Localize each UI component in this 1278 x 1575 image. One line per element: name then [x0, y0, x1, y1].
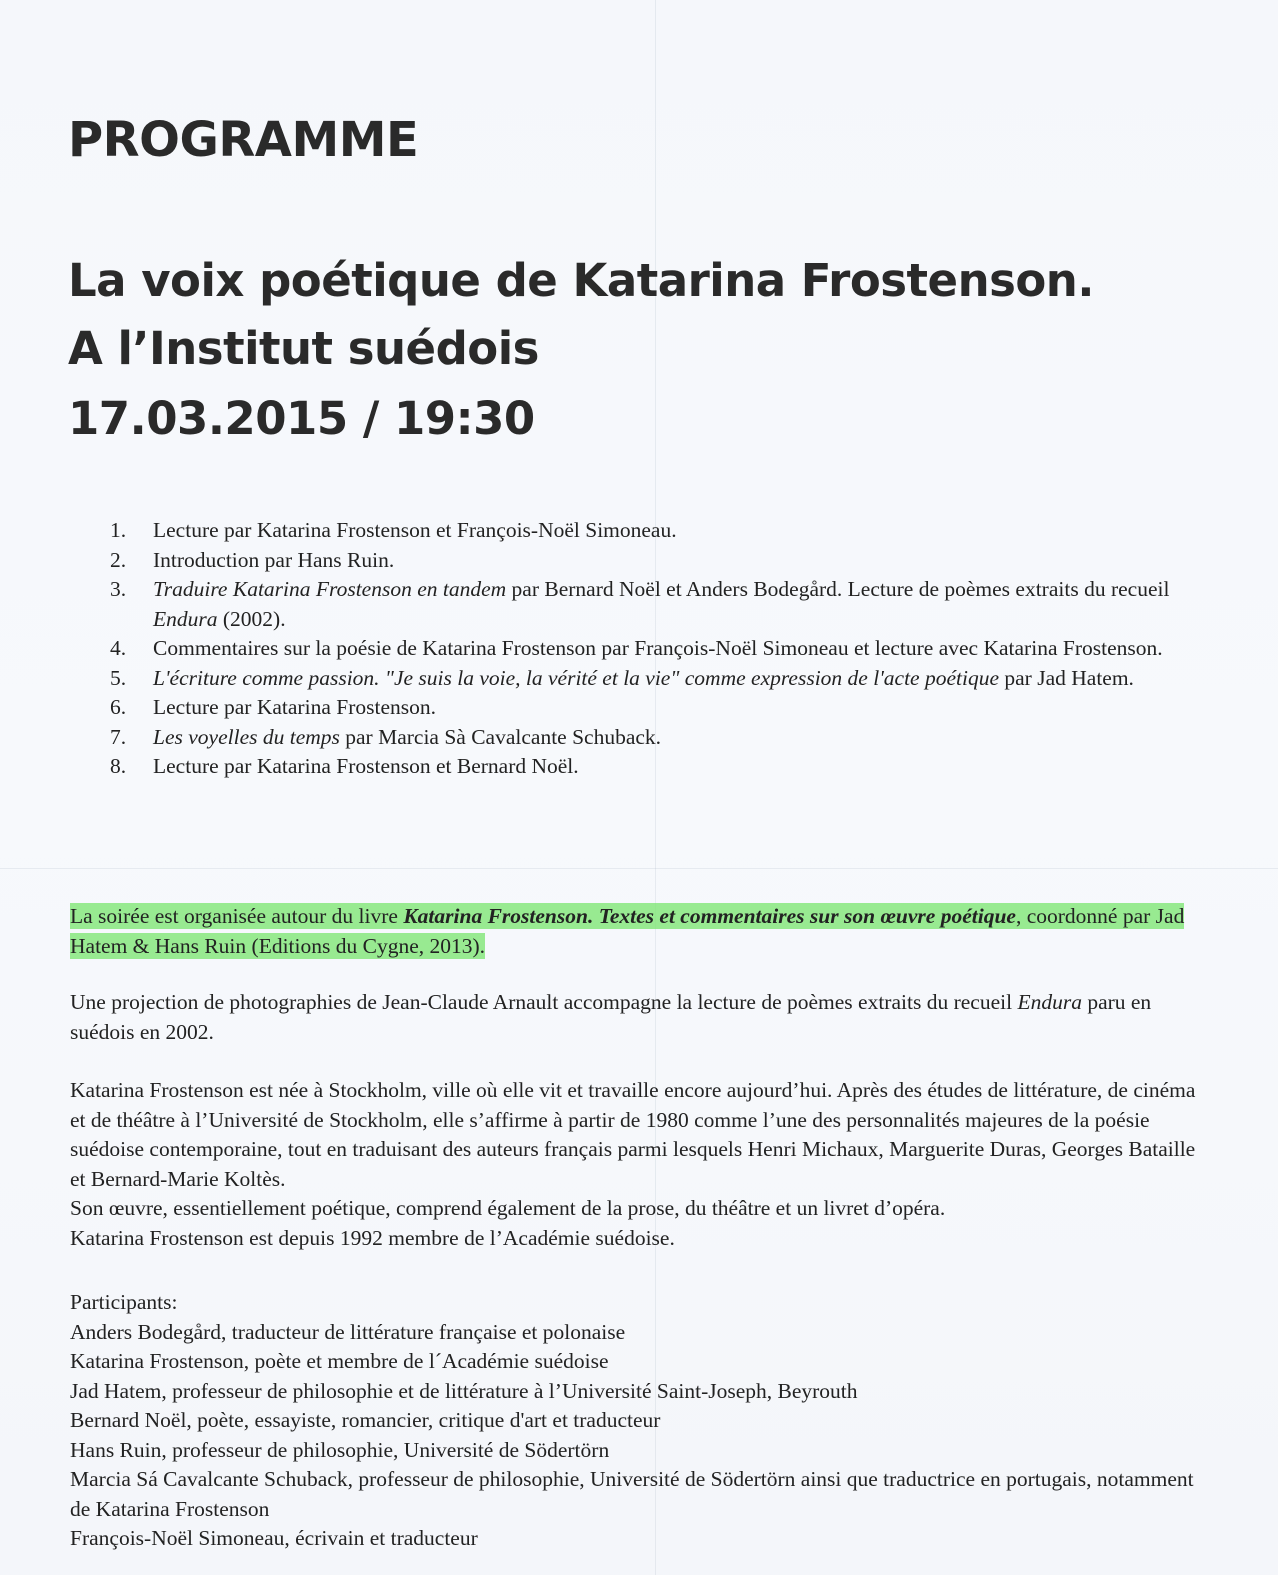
program-item-number: 3.	[110, 577, 127, 601]
program-item-number: 6.	[110, 695, 127, 719]
program-item	[110, 693, 1210, 723]
event-datetime: 17.03.2015 / 19:30	[68, 392, 535, 445]
projection-text: Une projection de photographies de Jean-Claude Arnault accompagne la lecture de poèmes extraits du recueil	[70, 990, 1018, 1014]
program-item-number: 8.	[110, 754, 127, 778]
highlighted-sentence	[70, 903, 1184, 959]
event-venue: A l’Institut suédois	[68, 322, 539, 375]
program-item-text: Lecture par Katarina Frostenson et François-Noël Simoneau.	[153, 518, 677, 542]
program-item-book: Endura	[153, 606, 218, 631]
participants-label: Participants:	[70, 1290, 178, 1314]
participant-item: Katarina Frostenson, poète et membre de l´Académie suédoise	[70, 1349, 609, 1373]
program-item-title: Les voyelles du temps	[153, 724, 340, 749]
program-item-number: 1.	[110, 518, 127, 542]
program-item-number: 7.	[110, 724, 127, 749]
participant-item: Marcia Sá Cavalcante Schuback, professeur de philosophie, Université de Södertörn ainsi que traductrice en portugais, notamment de Katarina Frostenson	[70, 1467, 1194, 1521]
participant-item: Hans Ruin, professeur de philosophie, Université de Södertörn	[70, 1437, 610, 1462]
bio-paragraph: Katarina Frostenson est née à Stockholm, ville où elle vit et travaille encore aujourd’hui. Après des études de littérature, de cinéma et de théâtre à l’Université de Stockholm, elle s’affirme à partir de 1980 comme l’une des personnalités majeures de la poésie suédoise contemporaine, tout en traduisant des auteurs français parmi lesquels Henri Michaux, Marguerite Duras, Georges Bataille et Bernard-Marie Koltès.	[70, 1078, 1196, 1191]
paper-fold-horizontal	[0, 868, 1278, 869]
soiree-text: , coordonné par Jad Hatem & Hans Ruin (Editions du Cygne, 2013).	[70, 904, 1185, 958]
program-list	[110, 516, 1210, 782]
program-item	[110, 516, 1210, 546]
bio-paragraph: Katarina Frostenson est depuis 1992 membre de l’Académie suédoise.	[70, 1225, 675, 1250]
participant-item: Jad Hatem, professeur de philosophie et de littérature à l’Université Saint-Joseph, Beyrouth	[70, 1378, 858, 1403]
program-item-text: Lecture par Katarina Frostenson et Bernard Noël.	[153, 754, 579, 778]
program-item-text: par Bernard Noël et Anders Bodegård. Lecture de poèmes extraits du recueil	[506, 577, 1170, 601]
program-item-text: Lecture par Katarina Frostenson.	[153, 695, 436, 719]
program-item-number: 4.	[110, 636, 127, 660]
program-item-title: Traduire Katarina Frostenson en tandem	[153, 577, 507, 601]
book-title: Katarina Frostenson. Textes et commentaires sur son œuvre poétique	[403, 904, 1016, 928]
event-title: La voix poétique de Katarina Frostenson.	[68, 254, 1094, 307]
program-item	[110, 546, 1210, 576]
program-item-text: Introduction par Hans Ruin.	[153, 547, 395, 572]
projection-book: Endura	[1017, 990, 1082, 1014]
participant-item: Bernard Noël, poète, essayiste, romancier, critique d'art et traducteur	[70, 1408, 661, 1432]
program-item	[110, 575, 1210, 634]
program-item	[110, 723, 1210, 753]
program-item-text: Commentaires sur la poésie de Katarina Frostenson par François-Noël Simoneau et lecture avec Katarina Frostenson.	[153, 636, 1163, 660]
program-item-number: 2.	[110, 547, 127, 572]
projection-text: paru en suédois en 2002.	[70, 990, 1152, 1044]
program-item-text: par Jad Hatem.	[999, 665, 1134, 690]
program-item-number: 5.	[110, 665, 127, 690]
projection-paragraph	[70, 988, 1210, 1047]
program-item	[110, 634, 1210, 664]
programme-heading: PROGRAMME	[68, 112, 419, 168]
program-item-text: par Marcia Sà Cavalcante Schuback.	[339, 724, 662, 749]
participant-item: François-Noël Simoneau, écrivain et traducteur	[70, 1526, 478, 1550]
program-item-title: L'écriture comme passion. "Je suis la voie, la vérité et la vie" comme expression de l'acte poétique	[153, 665, 1000, 690]
soiree-text: La soirée est organisée autour du livre	[70, 904, 404, 928]
participants-section	[70, 1288, 1210, 1554]
bio-paragraph: Son œuvre, essentiellement poétique, comprend également de la prose, du théâtre et un livret d’opéra.	[70, 1196, 946, 1220]
program-item	[110, 752, 1210, 782]
program-item	[110, 664, 1210, 694]
program-item-text: (2002).	[217, 606, 286, 631]
participant-item: Anders Bodegård, traducteur de littérature française et polonaise	[70, 1319, 626, 1344]
bio-section	[70, 1076, 1210, 1253]
soiree-paragraph	[70, 902, 1210, 961]
